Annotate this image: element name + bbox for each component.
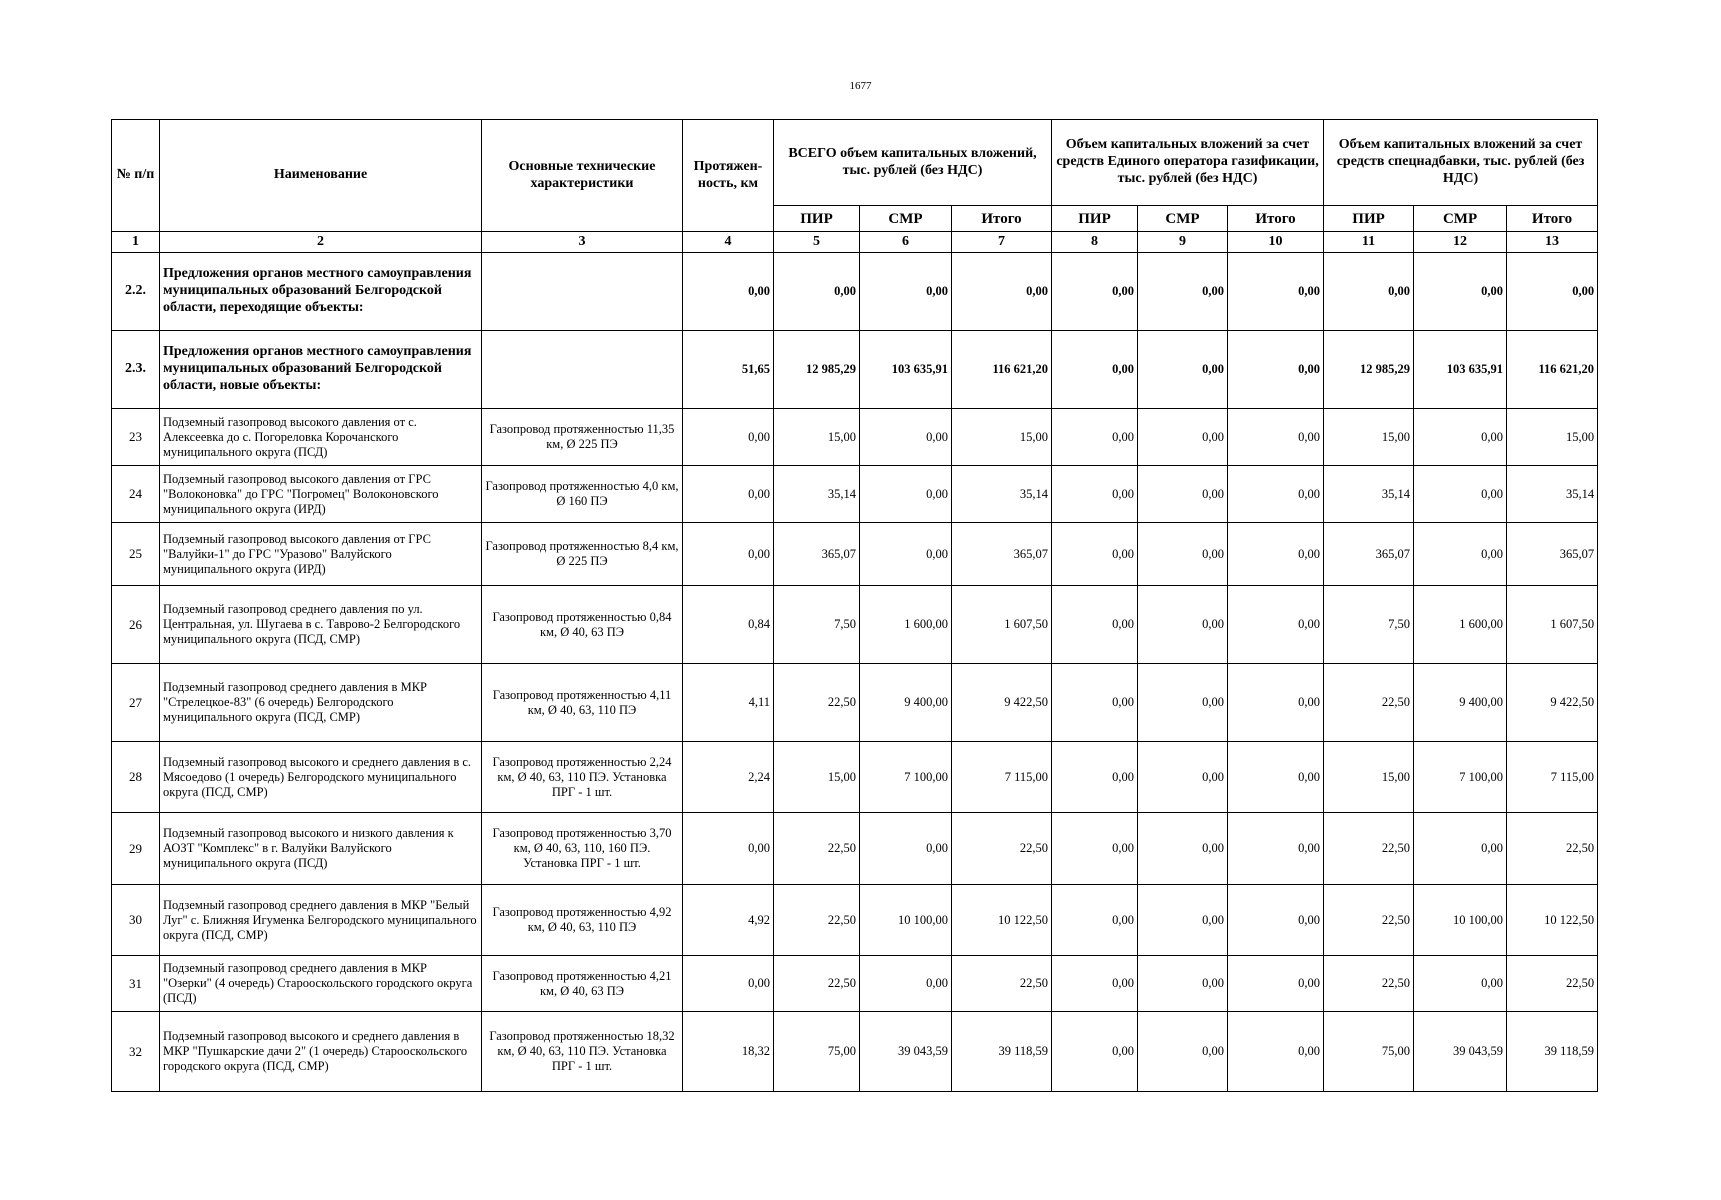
table-body (112, 232, 1598, 1092)
amount-value: 35,14 (774, 466, 860, 523)
technical-specs: Газопровод протяженностью 0,84 км, Ø 40, 63 ПЭ (482, 586, 683, 664)
amount-value: 39 118,59 (952, 1012, 1052, 1092)
amount-value: 0,00 (1414, 253, 1507, 331)
object-name: Предложения органов местного самоуправления муниципальных образований Белгородской области, переходящие объекты: (160, 253, 482, 331)
amount-value: 15,00 (1324, 409, 1414, 466)
amount-value: 0,00 (1228, 1012, 1324, 1092)
length-value: 0,00 (683, 466, 774, 523)
length-value: 18,32 (683, 1012, 774, 1092)
amount-value: 15,00 (1507, 409, 1598, 466)
amount-value: 0,00 (1414, 523, 1507, 586)
technical-specs: Газопровод протяженностью 11,35 км, Ø 225 ПЭ (482, 409, 683, 466)
amount-value: 22,50 (1324, 956, 1414, 1012)
technical-specs: Газопровод протяженностью 2,24 км, Ø 40, 63, 110 ПЭ. Установка ПРГ - 1 шт. (482, 742, 683, 813)
amount-value: 0,00 (1052, 331, 1138, 409)
object-name: Подземный газопровод высокого давления от ГРС "Валуйки-1" до ГРС "Уразово" Валуйского муниципального округа (ИРД) (160, 523, 482, 586)
length-value: 51,65 (683, 331, 774, 409)
amount-value: 0,00 (1228, 956, 1324, 1012)
technical-specs (482, 253, 683, 331)
amount-value: 0,00 (1414, 956, 1507, 1012)
amount-value: 15,00 (774, 742, 860, 813)
amount-value: 10 100,00 (1414, 885, 1507, 956)
table-row (112, 586, 1598, 664)
amount-value: 1 600,00 (860, 586, 952, 664)
column-number: 6 (860, 232, 952, 253)
table-row (112, 664, 1598, 742)
amount-value: 1 607,50 (1507, 586, 1598, 664)
amount-value: 12 985,29 (774, 331, 860, 409)
row-number: 24 (112, 466, 160, 523)
technical-specs: Газопровод протяженностью 3,70 км, Ø 40, 63, 110, 160 ПЭ. Установка ПРГ - 1 шт. (482, 813, 683, 885)
technical-specs: Газопровод протяженностью 8,4 км, Ø 225 ПЭ (482, 523, 683, 586)
investment-table (111, 119, 1598, 1092)
amount-value: 7 115,00 (1507, 742, 1598, 813)
amount-value: 0,00 (1138, 409, 1228, 466)
header-name: Наименование (160, 120, 482, 232)
length-value: 2,24 (683, 742, 774, 813)
object-name: Подземный газопровод высокого и низкого давления к АОЗТ "Комплекс" в г. Валуйки Валуйского муниципального округа (ПСД) (160, 813, 482, 885)
column-number: 7 (952, 232, 1052, 253)
amount-value: 10 122,50 (1507, 885, 1598, 956)
column-number: 10 (1228, 232, 1324, 253)
amount-value: 39 118,59 (1507, 1012, 1598, 1092)
object-name: Предложения органов местного самоуправления муниципальных образований Белгородской области, новые объекты: (160, 331, 482, 409)
object-name: Подземный газопровод высокого и среднего давления в МКР "Пушкарские дачи 2" (1 очередь) Старооскольского городского округа (ПСД, СМР) (160, 1012, 482, 1092)
amount-value: 75,00 (774, 1012, 860, 1092)
amount-value: 1 607,50 (952, 586, 1052, 664)
object-name: Подземный газопровод среднего давления в МКР "Стрелецкое-83" (6 очередь) Белгородского муниципального округа (ПСД, СМР) (160, 664, 482, 742)
amount-value: 0,00 (1228, 813, 1324, 885)
amount-value: 0,00 (1138, 253, 1228, 331)
amount-value: 0,00 (1414, 466, 1507, 523)
amount-value: 9 400,00 (1414, 664, 1507, 742)
amount-value: 0,00 (952, 253, 1052, 331)
amount-value: 22,50 (774, 813, 860, 885)
column-number: 11 (1324, 232, 1414, 253)
length-value: 0,00 (683, 523, 774, 586)
amount-value: 0,00 (1052, 885, 1138, 956)
header-tech: Основные технические характеристики (482, 120, 683, 232)
column-number: 4 (683, 232, 774, 253)
amount-value: 12 985,29 (1324, 331, 1414, 409)
amount-value: 0,00 (860, 523, 952, 586)
column-number: 9 (1138, 232, 1228, 253)
amount-value: 0,00 (1052, 253, 1138, 331)
length-value: 0,84 (683, 586, 774, 664)
amount-value: 10 122,50 (952, 885, 1052, 956)
amount-value: 22,50 (1324, 664, 1414, 742)
amount-value: 39 043,59 (860, 1012, 952, 1092)
amount-value: 0,00 (1052, 466, 1138, 523)
row-number: 2.2. (112, 253, 160, 331)
amount-value: 0,00 (1138, 742, 1228, 813)
technical-specs: Газопровод протяженностью 4,0 км, Ø 160 ПЭ (482, 466, 683, 523)
amount-value: 10 100,00 (860, 885, 952, 956)
row-number: 26 (112, 586, 160, 664)
column-number: 13 (1507, 232, 1598, 253)
header-num: № п/п (112, 120, 160, 232)
row-number: 32 (112, 1012, 160, 1092)
row-number: 2.3. (112, 331, 160, 409)
amount-value: 22,50 (952, 956, 1052, 1012)
header-smr: СМР (1414, 206, 1507, 232)
amount-value: 0,00 (1228, 885, 1324, 956)
technical-specs: Газопровод протяженностью 4,21 км, Ø 40, 63 ПЭ (482, 956, 683, 1012)
amount-value: 0,00 (1052, 813, 1138, 885)
header-pir: ПИР (1052, 206, 1138, 232)
object-name: Подземный газопровод среднего давления в МКР "Озерки" (4 очередь) Старооскольского городского округа (ПСД) (160, 956, 482, 1012)
amount-value: 0,00 (1138, 331, 1228, 409)
amount-value: 9 400,00 (860, 664, 952, 742)
amount-value: 75,00 (1324, 1012, 1414, 1092)
table-header (112, 120, 1598, 232)
length-value: 0,00 (683, 956, 774, 1012)
amount-value: 0,00 (1414, 813, 1507, 885)
amount-value: 22,50 (1507, 813, 1598, 885)
amount-value: 22,50 (1324, 885, 1414, 956)
amount-value: 22,50 (1324, 813, 1414, 885)
amount-value: 0,00 (1138, 813, 1228, 885)
amount-value: 0,00 (1324, 253, 1414, 331)
header-itogo: Итого (952, 206, 1052, 232)
amount-value: 0,00 (1052, 523, 1138, 586)
amount-value: 7,50 (774, 586, 860, 664)
amount-value: 0,00 (1138, 956, 1228, 1012)
amount-value: 7 100,00 (1414, 742, 1507, 813)
amount-value: 22,50 (774, 956, 860, 1012)
technical-specs: Газопровод протяженностью 4,11 км, Ø 40, 63, 110 ПЭ (482, 664, 683, 742)
amount-value: 0,00 (1138, 664, 1228, 742)
amount-value: 22,50 (774, 885, 860, 956)
header-pir: ПИР (1324, 206, 1414, 232)
column-number: 12 (1414, 232, 1507, 253)
amount-value: 0,00 (1052, 409, 1138, 466)
amount-value: 0,00 (1052, 586, 1138, 664)
amount-value: 35,14 (1507, 466, 1598, 523)
amount-value: 15,00 (774, 409, 860, 466)
header-group-operator: Объем капитальных вложений за счет средств Единого оператора газификации, тыс. рублей (без НДС) (1052, 120, 1324, 206)
table-row (112, 742, 1598, 813)
amount-value: 35,14 (952, 466, 1052, 523)
amount-value: 365,07 (1507, 523, 1598, 586)
amount-value: 9 422,50 (952, 664, 1052, 742)
object-name: Подземный газопровод высокого давления от ГРС "Волоконовка" до ГРС "Погромец" Волоконовского муниципального округа (ИРД) (160, 466, 482, 523)
header-smr: СМР (1138, 206, 1228, 232)
amount-value: 15,00 (952, 409, 1052, 466)
header-group-special: Объем капитальных вложений за счет средств спецнадбавки, тыс. рублей (без НДС) (1324, 120, 1598, 206)
amount-value: 0,00 (1414, 409, 1507, 466)
section-row (112, 331, 1598, 409)
header-group-total: ВСЕГО объем капитальных вложений, тыс. рублей (без НДС) (774, 120, 1052, 206)
amount-value: 0,00 (1052, 742, 1138, 813)
amount-value: 0,00 (1228, 253, 1324, 331)
amount-value: 15,00 (1324, 742, 1414, 813)
row-number: 28 (112, 742, 160, 813)
length-value: 0,00 (683, 813, 774, 885)
amount-value: 0,00 (1228, 523, 1324, 586)
column-number: 2 (160, 232, 482, 253)
table-row (112, 1012, 1598, 1092)
page-number: 1677 (849, 80, 872, 92)
amount-value: 9 422,50 (1507, 664, 1598, 742)
amount-value: 0,00 (860, 466, 952, 523)
amount-value: 0,00 (1052, 664, 1138, 742)
header-pir: ПИР (774, 206, 860, 232)
amount-value: 0,00 (860, 253, 952, 331)
amount-value: 0,00 (860, 956, 952, 1012)
column-number-row (112, 232, 1598, 253)
column-number: 1 (112, 232, 160, 253)
technical-specs: Газопровод протяженностью 18,32 км, Ø 40, 63, 110 ПЭ. Установка ПРГ - 1 шт. (482, 1012, 683, 1092)
amount-value: 0,00 (1228, 664, 1324, 742)
header-itogo: Итого (1228, 206, 1324, 232)
amount-value: 0,00 (1228, 331, 1324, 409)
table-row (112, 956, 1598, 1012)
amount-value: 39 043,59 (1414, 1012, 1507, 1092)
object-name: Подземный газопровод среднего давления в МКР "Белый Луг" с. Ближняя Игуменка Белгородского муниципального округа (ПСД, СМР) (160, 885, 482, 956)
object-name: Подземный газопровод высокого давления от с. Алексеевка до с. Погореловка Корочанского муниципального округа (ПСД) (160, 409, 482, 466)
column-number: 5 (774, 232, 860, 253)
amount-value: 103 635,91 (1414, 331, 1507, 409)
length-value: 0,00 (683, 253, 774, 331)
column-number: 8 (1052, 232, 1138, 253)
length-value: 4,92 (683, 885, 774, 956)
amount-value: 7,50 (1324, 586, 1414, 664)
amount-value: 7 100,00 (860, 742, 952, 813)
amount-value: 22,50 (952, 813, 1052, 885)
amount-value: 0,00 (1052, 1012, 1138, 1092)
row-number: 25 (112, 523, 160, 586)
amount-value: 0,00 (1138, 466, 1228, 523)
amount-value: 0,00 (860, 409, 952, 466)
section-row (112, 253, 1598, 331)
amount-value: 0,00 (1228, 409, 1324, 466)
amount-value: 22,50 (774, 664, 860, 742)
row-number: 27 (112, 664, 160, 742)
amount-value: 365,07 (952, 523, 1052, 586)
object-name: Подземный газопровод среднего давления по ул. Центральная, ул. Шугаева в с. Таврово-2 Белгородского муниципального округа (ПСД, СМР) (160, 586, 482, 664)
amount-value: 0,00 (1228, 742, 1324, 813)
header-length: Протяжен-ность, км (683, 120, 774, 232)
amount-value: 103 635,91 (860, 331, 952, 409)
amount-value: 0,00 (1228, 466, 1324, 523)
length-value: 4,11 (683, 664, 774, 742)
amount-value: 0,00 (1138, 523, 1228, 586)
amount-value: 1 600,00 (1414, 586, 1507, 664)
row-number: 23 (112, 409, 160, 466)
technical-specs (482, 331, 683, 409)
table-row (112, 813, 1598, 885)
amount-value: 0,00 (1052, 956, 1138, 1012)
row-number: 30 (112, 885, 160, 956)
table-row (112, 409, 1598, 466)
amount-value: 0,00 (1228, 586, 1324, 664)
table-row (112, 466, 1598, 523)
amount-value: 0,00 (860, 813, 952, 885)
length-value: 0,00 (683, 409, 774, 466)
amount-value: 116 621,20 (1507, 331, 1598, 409)
amount-value: 116 621,20 (952, 331, 1052, 409)
amount-value: 7 115,00 (952, 742, 1052, 813)
amount-value: 365,07 (1324, 523, 1414, 586)
amount-value: 0,00 (1138, 586, 1228, 664)
amount-value: 35,14 (1324, 466, 1414, 523)
table-row (112, 523, 1598, 586)
amount-value: 0,00 (1138, 1012, 1228, 1092)
amount-value: 22,50 (1507, 956, 1598, 1012)
row-number: 31 (112, 956, 160, 1012)
header-itogo: Итого (1507, 206, 1598, 232)
amount-value: 0,00 (1138, 885, 1228, 956)
amount-value: 365,07 (774, 523, 860, 586)
column-number: 3 (482, 232, 683, 253)
amount-value: 0,00 (774, 253, 860, 331)
technical-specs: Газопровод протяженностью 4,92 км, Ø 40, 63, 110 ПЭ (482, 885, 683, 956)
header-smr: СМР (860, 206, 952, 232)
row-number: 29 (112, 813, 160, 885)
object-name: Подземный газопровод высокого и среднего давления в с. Мясоедово (1 очередь) Белгородского муниципального округа (ПСД, СМР) (160, 742, 482, 813)
amount-value: 0,00 (1507, 253, 1598, 331)
table-row (112, 885, 1598, 956)
